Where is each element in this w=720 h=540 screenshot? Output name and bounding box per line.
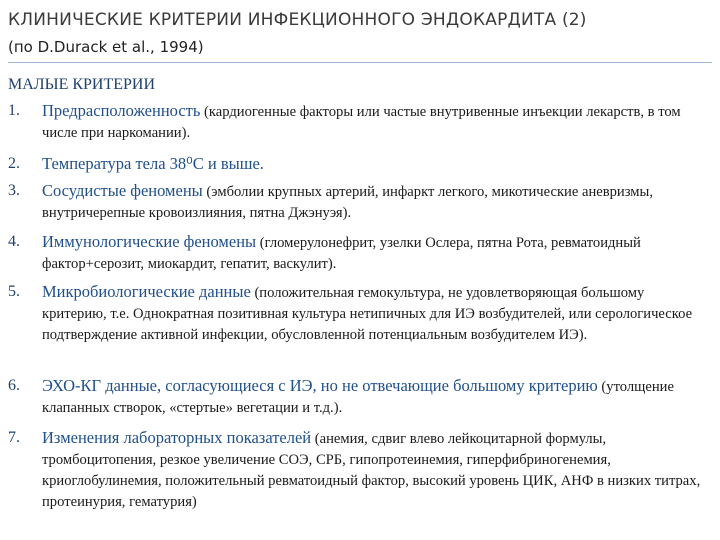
criterion-item: [8, 231, 712, 275]
criterion-item: [8, 180, 712, 224]
item-number: 5.: [8, 283, 20, 300]
item-text: (утолщение клапанных створок, «стертые» вегетации и т.д.).: [42, 379, 674, 416]
item-number: 4.: [8, 233, 20, 250]
item-text: (положительная гемокультура, не удовлетворяющая большому критерию, т.е. Однократная позитивная культура нетипичных для ИЭ возбудителей, или серологическое подтверждение активной инфекции, обусловленной потенциальным возбудителем ИЭ).: [42, 285, 693, 343]
item-text: (анемия, сдвиг влево лейкоцитарной формулы, тромбоцитопения, резкое увеличение СОЭ, СРБ, гипопротеинемия, гиперфибриногенемия, криоглобулинемия, положительный ревматоидный фактор, высокий уровень ЦИК, АНФ в низких титрах, протеинурия, гематурия): [42, 431, 701, 510]
item-number: 3.: [8, 182, 20, 199]
item-number: 7.: [8, 429, 20, 446]
criterion-item: [8, 427, 712, 513]
item-keyword: Микробиологические данные: [42, 282, 251, 301]
criterion-item: [8, 100, 712, 144]
item-number: 1.: [8, 102, 20, 119]
criterion-item: [8, 153, 712, 176]
item-text: (эмболии крупных артерий, инфаркт легкого, микотические аневризмы, внутричерепные кровоизлияния, пятна Джэнуэя).: [42, 184, 653, 221]
title-divider: [8, 62, 712, 63]
item-keyword: Предрасположенность: [42, 101, 201, 120]
item-keyword: Изменения лабораторных показателей: [42, 428, 312, 447]
item-keyword: Температура тела 38⁰С и выше.: [42, 154, 264, 173]
item-text: (гломерулонефрит, узелки Ослера, пятна Рота, ревматоидный фактор+серозит, миокардит, гепатит, васкулит).: [42, 235, 641, 272]
item-number: 6.: [8, 377, 20, 394]
criterion-item: [8, 281, 712, 346]
criterion-item: [8, 375, 712, 419]
item-keyword: ЭХО-КГ данные, согласующиеся с ИЭ, но не отвечающие большому критерию: [42, 376, 598, 395]
item-number: 2.: [8, 155, 20, 172]
item-text: (кардиогенные факторы или частые внутривенные инъекции лекарств, в том числе при наркомании).: [42, 104, 681, 141]
item-keyword: Иммунологические феномены: [42, 232, 257, 251]
slide-title: КЛИНИЧЕСКИЕ КРИТЕРИИ ИНФЕКЦИОННОГО ЭНДОКАРДИТА (2): [8, 10, 587, 30]
item-keyword: Сосудистые феномены: [42, 181, 203, 200]
section-heading: МАЛЫЕ КРИТЕРИИ: [8, 76, 156, 93]
slide-subtitle: (по D.Durack et al., 1994): [8, 38, 204, 56]
